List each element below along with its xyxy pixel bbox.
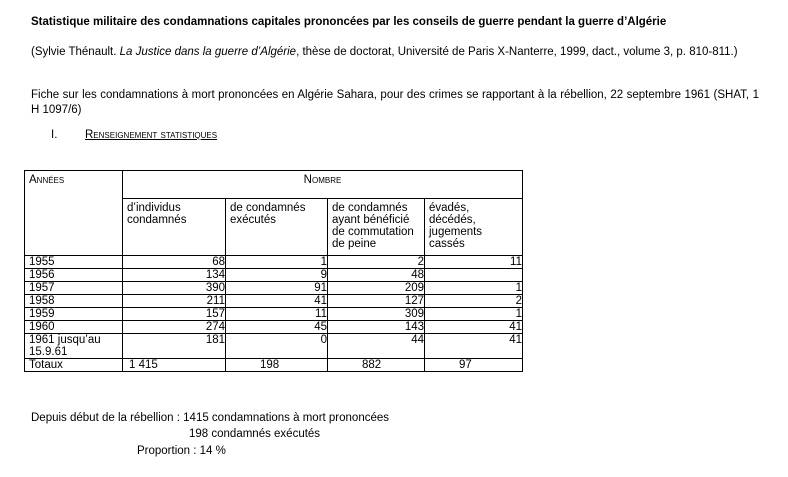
value-cell: 41 xyxy=(314,295,327,307)
fiche-description: Fiche sur les condamnations à mort prononcées en Algérie Sahara, pour des crimes se rapportant à la rébellion, 22 septembre 1961 (SHAT, 1 H 1097/6) xyxy=(31,89,759,116)
value-cell: 1 xyxy=(515,282,522,294)
column-header: évadés, décédés, jugements cassés xyxy=(425,199,523,256)
value-cell: 48 xyxy=(411,269,424,281)
value-cell: 2 xyxy=(515,295,522,307)
table-row xyxy=(25,308,523,321)
value-cell: 211 xyxy=(206,295,225,307)
value-cell: 41 xyxy=(509,334,522,346)
summary-line-1: Depuis début de la rébellion : 1415 condamnations à mort prononcées xyxy=(31,412,390,424)
table-row xyxy=(25,269,523,282)
table-row xyxy=(25,282,523,295)
total-cell: 882 xyxy=(362,359,382,371)
value-cell: 390 xyxy=(205,282,225,294)
value-cell: 91 xyxy=(314,282,327,294)
source-citation xyxy=(31,45,759,60)
statistics-table xyxy=(24,170,523,372)
value-cell: 68 xyxy=(212,256,225,268)
column-header: de condamnés ayant bénéficié de commutation de peine xyxy=(328,199,425,256)
value-cell: 11 xyxy=(510,256,522,268)
table-row xyxy=(25,256,523,269)
value-cell: 1 xyxy=(320,256,327,268)
table-row xyxy=(25,295,523,308)
totals-label: Totaux xyxy=(25,359,123,372)
column-header: d’individus condamnés xyxy=(123,199,226,256)
group-header: Nombre xyxy=(123,171,523,199)
table-row xyxy=(25,321,523,334)
year-cell: 1961 jusqu’au 15.9.61 xyxy=(25,334,123,359)
value-cell: 143 xyxy=(404,321,424,333)
year-cell: 1960 xyxy=(25,321,123,334)
table-row xyxy=(25,334,523,359)
total-cell: 97 xyxy=(459,359,472,371)
value-cell: 274 xyxy=(205,321,225,333)
source-prefix: (Sylvie Thénault. xyxy=(31,46,120,58)
value-cell: 209 xyxy=(404,282,424,294)
document-title: Statistique militaire des condamnations capitales prononcées par les conseils de guerre pendant la guerre d’Algérie xyxy=(31,16,667,28)
year-header: Années xyxy=(25,171,123,256)
value-cell: 157 xyxy=(205,308,225,320)
year-cell: 1957 xyxy=(25,282,123,295)
year-cell: 1955 xyxy=(25,256,123,269)
column-header: de condamnés exécutés xyxy=(226,199,328,256)
year-cell: 1958 xyxy=(25,295,123,308)
section-number: I. xyxy=(51,129,58,141)
value-cell: 1 xyxy=(515,308,522,320)
year-cell: 1956 xyxy=(25,269,123,282)
value-cell: 9 xyxy=(320,269,327,281)
value-cell: 309 xyxy=(404,308,424,320)
value-cell: 134 xyxy=(205,269,225,281)
value-cell: 127 xyxy=(404,295,424,307)
value-cell: 45 xyxy=(314,321,327,333)
summary-line-2: 198 condamnés exécutés xyxy=(189,428,321,440)
value-cell: 41 xyxy=(509,321,522,333)
totals-row xyxy=(25,359,523,372)
value-cell: 181 xyxy=(205,334,225,346)
source-suffix: , thèse de doctorat, Université de Paris X-Nanterre, 1999, dact., volume 3, p. 810-811.) xyxy=(296,46,738,58)
value-cell: 44 xyxy=(411,334,424,346)
value-cell: 2 xyxy=(417,256,424,268)
value-cell: 11 xyxy=(315,308,327,320)
total-cell: 198 xyxy=(260,359,280,371)
total-cell: 1 415 xyxy=(129,359,158,371)
section-label: Renseignement statistiques xyxy=(85,129,218,141)
summary-line-3: Proportion : 14 % xyxy=(137,445,226,457)
value-cell: 0 xyxy=(320,334,327,346)
year-cell: 1959 xyxy=(25,308,123,321)
source-title: La Justice dans la guerre d’Algérie xyxy=(119,46,297,58)
section-heading xyxy=(51,129,217,141)
